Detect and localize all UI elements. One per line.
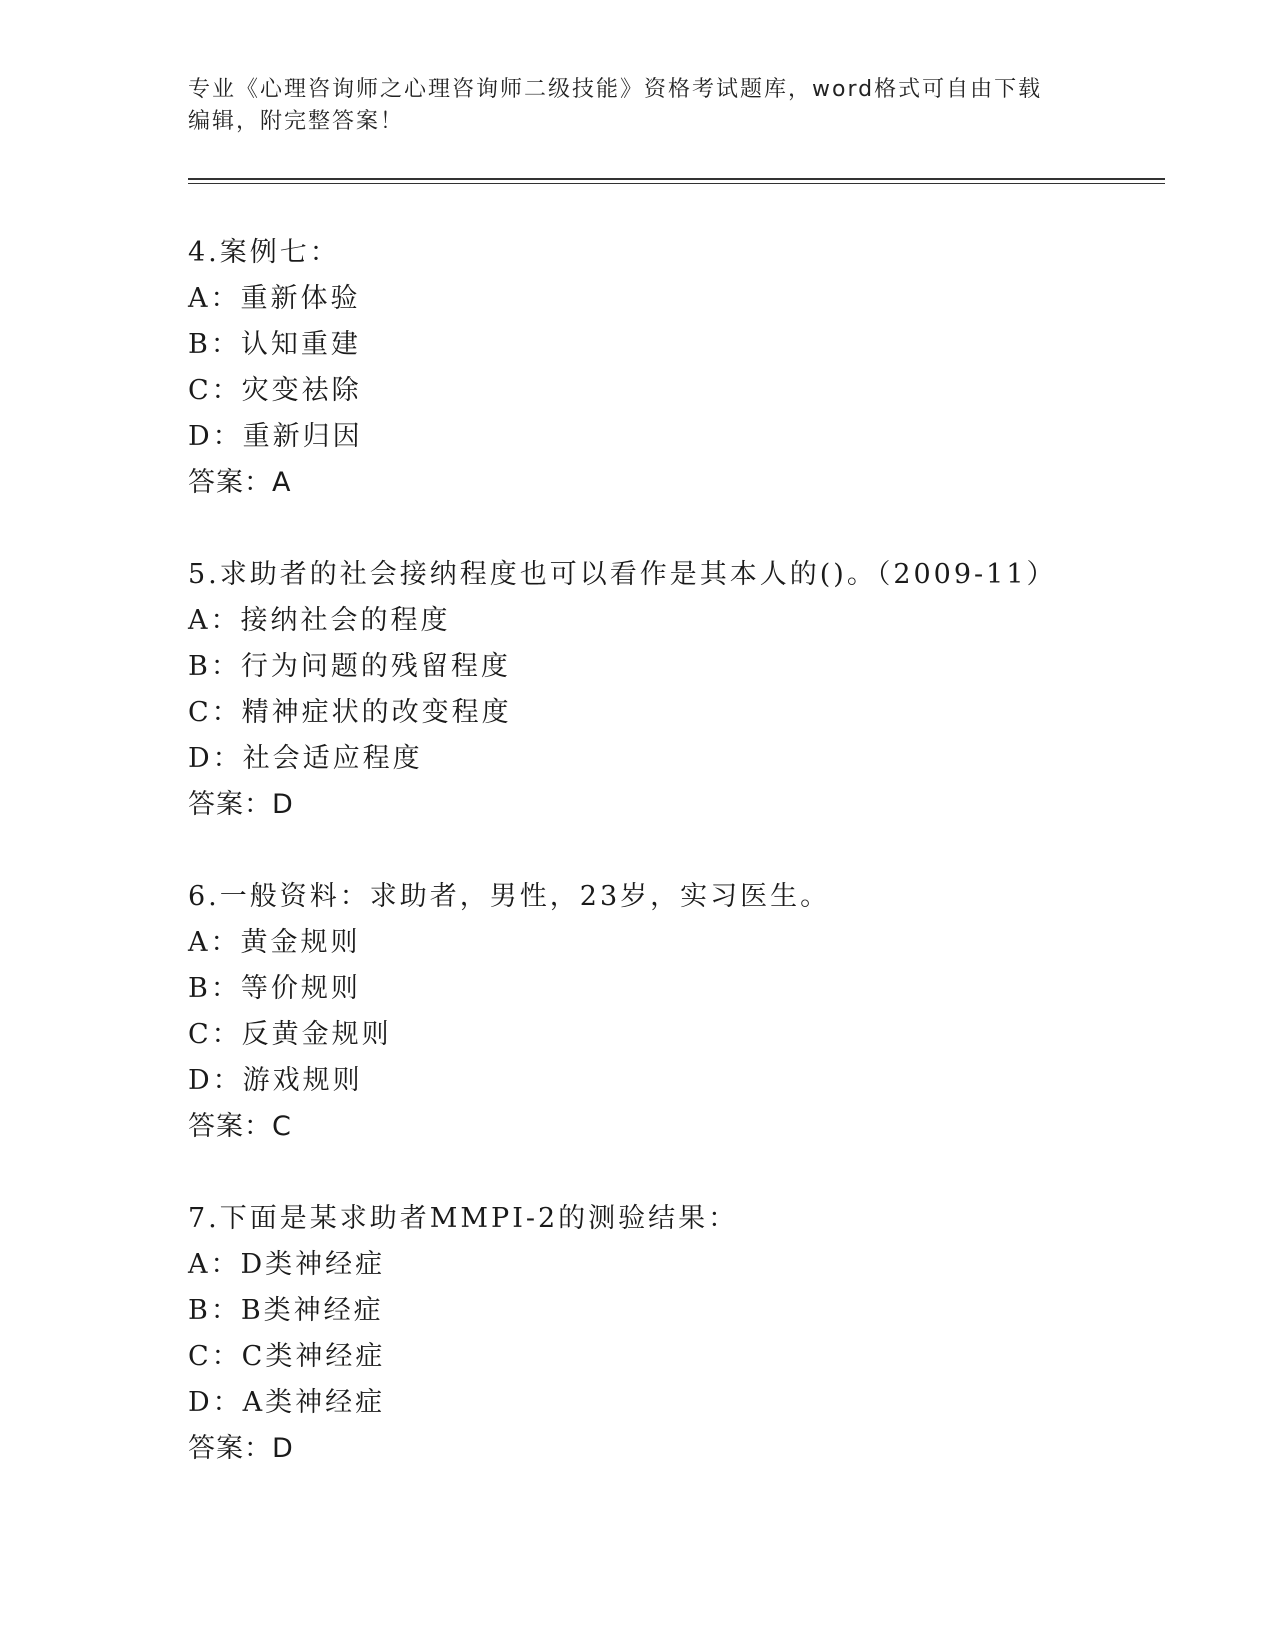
option-d: D：游戏规则 bbox=[188, 1065, 363, 1096]
answer: 答案：A bbox=[188, 467, 292, 498]
option-b: B：等价规则 bbox=[188, 973, 361, 1004]
answer: 答案：C bbox=[188, 1111, 292, 1142]
option-c: C：精神症状的改变程度 bbox=[188, 697, 512, 728]
option-d: D：重新归因 bbox=[188, 421, 363, 452]
question-7 bbox=[188, 1196, 1148, 1472]
answer: 答案：D bbox=[188, 789, 294, 820]
option-b: B：认知重建 bbox=[188, 329, 361, 360]
header-line-1: 专业《心理咨询师之心理咨询师二级技能》资格考试题库，word格式可自由下载 bbox=[188, 77, 1043, 102]
header-line-2: 编辑，附完整答案！ bbox=[188, 109, 405, 134]
question-list bbox=[188, 230, 1148, 1518]
option-d: D：A类神经症 bbox=[188, 1387, 386, 1418]
option-a: A：重新体验 bbox=[188, 283, 361, 314]
header-divider-thick bbox=[188, 178, 1165, 180]
option-d: D：社会适应程度 bbox=[188, 743, 423, 774]
option-a: A：接纳社会的程度 bbox=[188, 605, 451, 636]
question-5 bbox=[188, 552, 1148, 828]
question-title: 5.求助者的社会接纳程度也可以看作是其本人的()。（2009-11） bbox=[188, 559, 1057, 590]
option-c: C：灾变祛除 bbox=[188, 375, 362, 406]
option-a: A：D类神经症 bbox=[188, 1249, 386, 1280]
answer: 答案：D bbox=[188, 1433, 294, 1464]
option-b: B：B类神经症 bbox=[188, 1295, 384, 1326]
question-6 bbox=[188, 874, 1148, 1150]
option-a: A：黄金规则 bbox=[188, 927, 361, 958]
question-title: 4.案例七： bbox=[188, 237, 340, 268]
option-c: C：反黄金规则 bbox=[188, 1019, 392, 1050]
question-4 bbox=[188, 230, 1148, 506]
document-header bbox=[188, 74, 1088, 138]
header-divider-thin bbox=[188, 183, 1165, 184]
question-title: 6.一般资料：求助者，男性，23岁，实习医生。 bbox=[188, 881, 831, 912]
question-title: 7.下面是某求助者MMPI-2的测验结果： bbox=[188, 1203, 739, 1234]
option-c: C：C类神经症 bbox=[188, 1341, 386, 1372]
option-b: B：行为问题的残留程度 bbox=[188, 651, 511, 682]
